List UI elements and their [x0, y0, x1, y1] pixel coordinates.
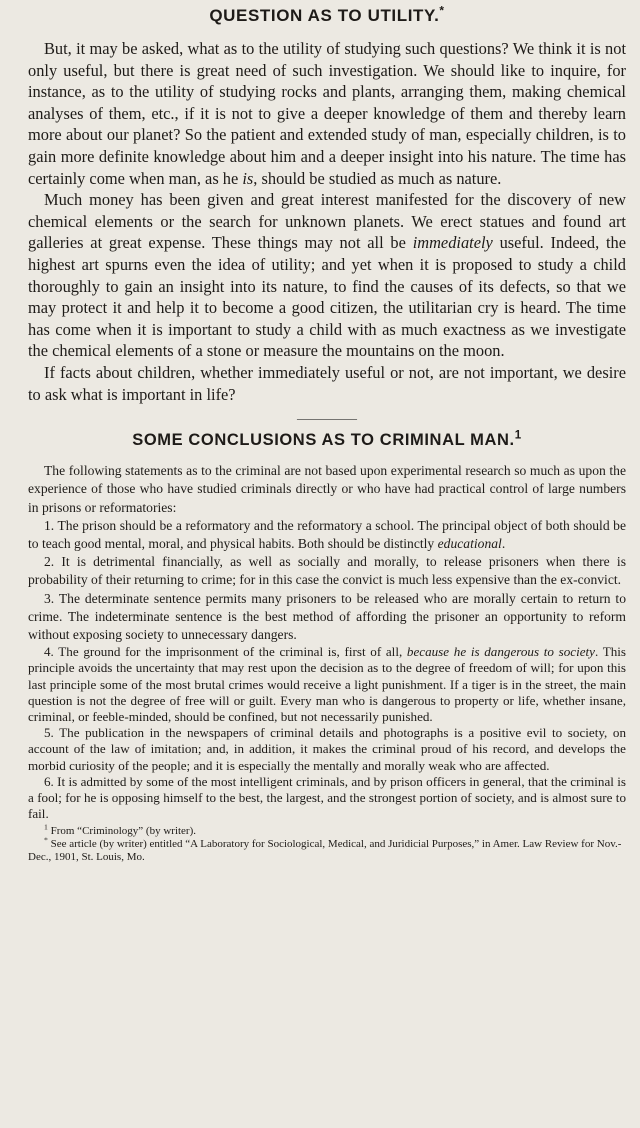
page-title-footnote-marker: * [439, 3, 445, 18]
conclusions-section [28, 462, 626, 644]
footnotes [28, 822, 626, 864]
later-conclusions-section [28, 644, 626, 822]
conclusion-item: 1. The prison should be a reformatory and the reformatory a school. The principal object of both should be to teach good mental, moral, and physical habits. Both should be distinctly educational. [28, 517, 626, 551]
page-title-text: QUESTION AS TO UTILITY. [209, 6, 440, 25]
footnote-marker: * [44, 835, 48, 845]
conclusion-item: 3. The determinate sentence permits many prisoners to be released who are morally certain to return to crime. The indeterminate sentence is the best method of affording the prisoner an opportunity to reform without exposing society to unnecessary dangers. [28, 590, 626, 642]
footnote-marker: 1 [44, 822, 48, 832]
conclusion-item: 5. The publication in the newspapers of criminal details and photographs is a positive evil to society, on account of the law of imitation; and, in addition, it makes the criminal proud of his record, and develops the morbid curiosity of the people; and it is especially the mentally and morally weak who are affected. [28, 725, 626, 773]
footnote-text: From “Criminology” (by writer). [50, 825, 197, 838]
footnote-text: See article (by writer) entitled “A Laboratory for Sociological, Medical, and Juridicial Purposes,” in Amer. Law Review for Nov.-Dec., 1901, St. Louis, Mo. [28, 838, 622, 864]
footnote [28, 835, 626, 864]
page-title [28, 3, 626, 26]
section-divider: ————— [297, 411, 357, 426]
section-heading [28, 431, 626, 450]
conclusion-item: 6. It is admitted by some of the most intelligent criminals, and by prison officers in general, that the criminal is a fool; for he is opposing himself to the best, the largest, and the strongest portion of society, and is almost sure to fail. [28, 773, 626, 822]
footnote [28, 822, 626, 838]
paragraph: Much money has been given and great interest manifested for the discovery of new chemical elements or the search for unknown planets. We erect statues and found art galleries at great expense. These things may not all be immediately useful. Indeed, the highest art spurns even the idea of utility; and yet when it is proposed to study a child thoroughly to gain an insight into its nature, to find the causes of its defects, so that we may protect it and help it to become a good citizen, the utilitarian cry is heard. The time has come when it is important to study a child with as much exactness as we investigate the chemical elements of a stone or measure the mountains on the moon. [28, 190, 626, 361]
section-heading-text: SOME CONCLUSIONS AS TO CRIMINAL MAN. [132, 431, 515, 450]
conclusion-item: 4. The ground for the imprisonment of the criminal is, first of all, because he is dangerous to society. This principle avoids the uncertainty that may rest upon the decision as to the degree of freedom of will; for upon this last principle some of the most brutal crimes would receive a light punishment. If a tiger is in the street, the main question is not the degree of free will or guilt. Every man who is dangerous to property or life, whether insane, criminal, or feeble-minded, should be confined, but not necessarily punished. [28, 644, 626, 724]
paragraph: But, it may be asked, what as to the utility of studying such questions? We think it is not only useful, but there is great need of such investigation. We should like to inquire, for instance, as to the utility of studying rocks and plants, arranging them, making chemical analyses of them, etc., if it is not to give a deeper knowledge of them and thereby learn more about our planet? So the patient and extended study of man, especially children, is to gain more definite knowledge about him and a deeper insight into his nature. The time has certainly come when man, as he is, should be studied as much as nature. [28, 39, 626, 188]
intro-paragraph: The following statements as to the criminal are not based upon experimental research so much as upon the experience of those who have studied criminals directly or who have had practical control of large numbers in prisons or reformatories: [28, 463, 626, 515]
section-heading-footnote-marker: 1 [514, 429, 522, 442]
paragraph: If facts about children, whether immediately useful or not, are not important, we desire to ask what is important in life? [28, 362, 626, 404]
conclusion-item: 2. It is detrimental financially, as well as socially and morally, to release prisoners when there is probability of their returning to crime; for in this case the convict is much less expensive than the ex-convict. [28, 554, 626, 588]
utility-section [28, 38, 626, 405]
